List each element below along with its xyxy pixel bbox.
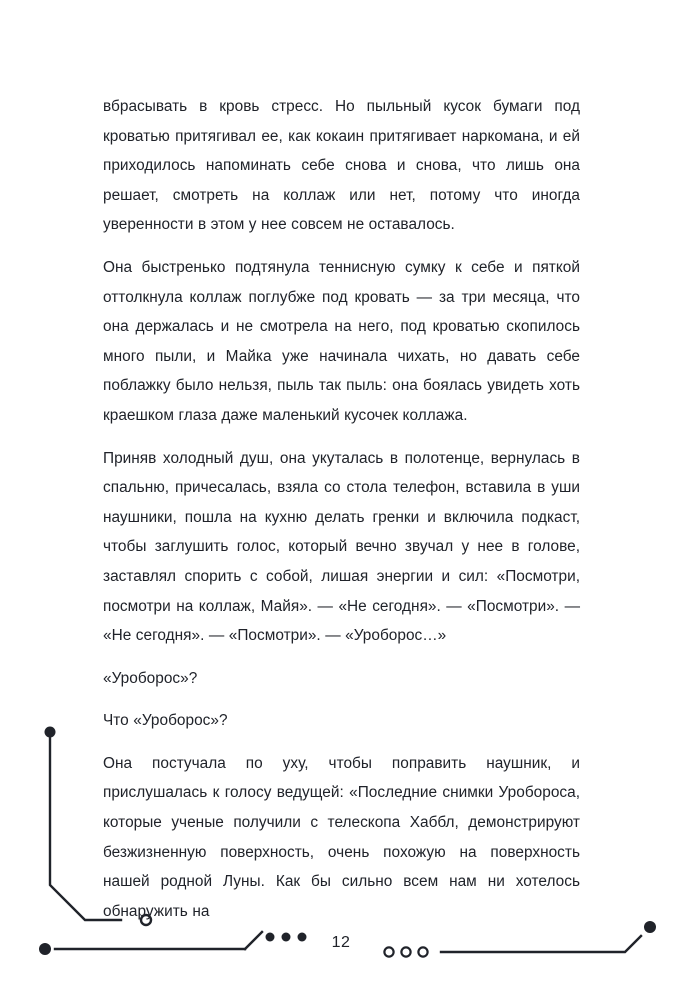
paragraph: Приняв холодный душ, она укуталась в полотенце, вернулась в спальню, причесалась, взяла со стола телефон, вставила в уши наушники, пошла на кухню делать гренки и включила подкаст, чтобы заглушить голос, который вечно звучал у нее в голове, заставлял спорить с собой, лишая энергии и сил: «Посмотри, посмотри на коллаж, Майя». — «Не сегодня». — «Посмотри». — «Не сегодня». — «Посмотри». — «Уроборос…» bbox=[103, 449, 580, 645]
paragraph: «Уроборос»? bbox=[103, 669, 198, 687]
paragraph: Она быстренько подтянула теннисную сумку к себе и пяткой оттолкнула коллаж поглубже под кровать — за три месяца, что она держалась и не смотрела на него, под кроватью скопилось много пыли, и Майка уже начинала чихать, но давать себе поблажку было нельзя, пыль так пыль: она боялась увидеть хоть краешком глаза даже маленький кусочек коллажа. bbox=[103, 258, 580, 424]
paragraph: Она постучала по уху, чтобы поправить наушник, и прислушалась к голосу ведущей: «Последние снимки Уробороса, которые ученые получили с телескопа Хаббл, демонстрируют безжизненную поверхность, очень похожую на поверхность нашей родной Луны. Как бы сильно всем нам ни хотелось обнаружить на bbox=[103, 754, 580, 920]
page-number: 12 bbox=[331, 934, 351, 951]
paragraph: вбрасывать в кровь стресс. Но пыльный кусок бумаги под кроватью притягивал ее, как кокаин притягивает наркомана, и ей приходилось напоминать себе снова и снова, что лишь она решает, смотреть на коллаж или нет, потому что иногда уверенности в этом у нее совсем не оставалось. bbox=[103, 98, 580, 234]
paragraph: Что «Уроборос»? bbox=[103, 712, 228, 730]
body-text-column bbox=[103, 92, 580, 926]
